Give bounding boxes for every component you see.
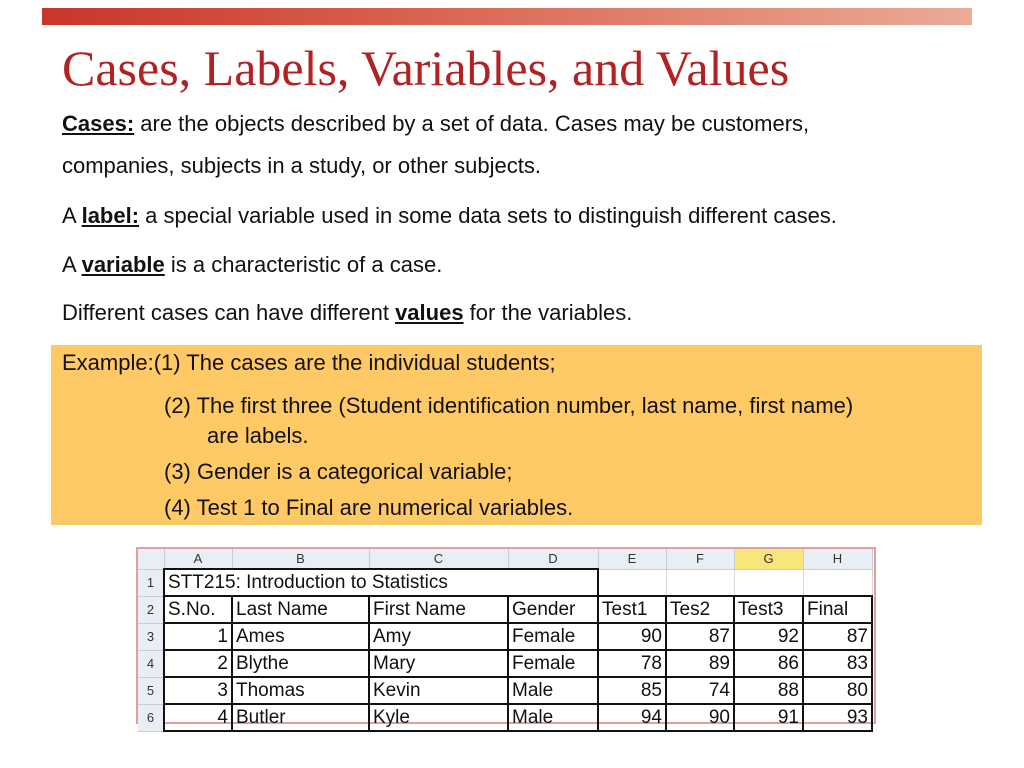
table-cell[interactable]: Butler <box>232 704 369 731</box>
row-number[interactable]: 5 <box>138 677 164 704</box>
header-cell[interactable]: Test1 <box>598 596 666 623</box>
table-cell[interactable]: Female <box>508 650 598 677</box>
header-cell[interactable]: Gender <box>508 596 598 623</box>
table-cell[interactable]: 90 <box>598 623 666 650</box>
table-cell[interactable]: 90 <box>666 704 734 731</box>
header-cell[interactable]: S.No. <box>164 596 232 623</box>
variable-definition <box>62 252 992 278</box>
example-line-3: (3) Gender is a categorical variable; <box>164 459 513 484</box>
table-cell[interactable]: 2 <box>164 650 232 677</box>
table-cell[interactable]: Blythe <box>232 650 369 677</box>
column-header[interactable]: H <box>803 549 872 569</box>
column-header[interactable]: A <box>164 549 232 569</box>
table-header-row <box>138 596 872 623</box>
empty-cell[interactable] <box>803 569 872 596</box>
table-cell[interactable]: Male <box>508 704 598 731</box>
table-cell[interactable]: Amy <box>369 623 508 650</box>
slide-title: Cases, Labels, Variables, and Values <box>62 40 790 96</box>
column-header[interactable]: F <box>666 549 734 569</box>
table-cell[interactable]: 83 <box>803 650 872 677</box>
empty-cell[interactable] <box>666 569 734 596</box>
table-cell[interactable]: 93 <box>803 704 872 731</box>
title-accent-bar <box>42 8 972 25</box>
table-cell[interactable]: 88 <box>734 677 803 704</box>
cases-definition-text: are the objects described by a set of data. Cases may be customers, <box>134 111 810 136</box>
header-cell[interactable]: Test3 <box>734 596 803 623</box>
column-header-row <box>138 549 872 569</box>
table-cell[interactable]: Thomas <box>232 677 369 704</box>
variable-prefix: A <box>62 252 82 277</box>
select-all-corner[interactable] <box>138 549 164 569</box>
empty-cell[interactable] <box>598 569 666 596</box>
table-row <box>138 677 872 704</box>
table-cell[interactable]: Female <box>508 623 598 650</box>
label-definition <box>62 203 992 229</box>
values-prefix: Different cases can have different <box>62 300 396 325</box>
table-cell[interactable]: 74 <box>666 677 734 704</box>
example-line-1: Example:(1) The cases are the individual students; <box>62 350 556 375</box>
header-cell[interactable]: First Name <box>369 596 508 623</box>
column-header[interactable]: C <box>369 549 508 569</box>
table-cell[interactable]: 3 <box>164 677 232 704</box>
cases-definition-line-1 <box>62 111 992 137</box>
label-definition-text: a special variable used in some data sets to distinguish different cases. <box>139 203 837 228</box>
table-cell[interactable]: 1 <box>164 623 232 650</box>
table-cell[interactable]: 92 <box>734 623 803 650</box>
variable-keyword: variable <box>81 252 165 277</box>
sheet-title-row <box>138 569 872 596</box>
table-cell[interactable]: 94 <box>598 704 666 731</box>
empty-cell[interactable] <box>734 569 803 596</box>
header-cell[interactable]: Last Name <box>232 596 369 623</box>
values-definition <box>62 300 992 326</box>
table-cell[interactable]: 86 <box>734 650 803 677</box>
values-keyword: values <box>395 300 464 325</box>
table-row <box>138 704 872 731</box>
table-cell[interactable]: Mary <box>369 650 508 677</box>
table-row <box>138 650 872 677</box>
row-number[interactable]: 1 <box>138 569 164 596</box>
table-cell[interactable]: 80 <box>803 677 872 704</box>
table-cell[interactable]: 91 <box>734 704 803 731</box>
example-box <box>51 345 982 525</box>
header-cell[interactable]: Final <box>803 596 872 623</box>
table-cell[interactable]: 89 <box>666 650 734 677</box>
column-header[interactable]: B <box>232 549 369 569</box>
example-line-2b: are labels. <box>207 423 309 448</box>
spreadsheet-image <box>136 547 876 728</box>
table-row <box>138 623 872 650</box>
label-keyword: label: <box>81 203 140 228</box>
table-cell[interactable]: 4 <box>164 704 232 731</box>
column-header[interactable]: D <box>508 549 598 569</box>
row-number[interactable]: 6 <box>138 704 164 731</box>
table-cell[interactable]: 87 <box>803 623 872 650</box>
sheet-title-cell[interactable]: STT215: Introduction to Statistics <box>164 569 598 596</box>
example-line-4: (4) Test 1 to Final are numerical variables. <box>164 495 574 520</box>
variable-definition-text: is a characteristic of a case. <box>164 252 443 277</box>
header-cell[interactable]: Tes2 <box>666 596 734 623</box>
cases-definition-line-2: companies, subjects in a study, or other subjects. <box>62 153 541 178</box>
row-number[interactable]: 2 <box>138 596 164 623</box>
table-cell[interactable]: Ames <box>232 623 369 650</box>
label-prefix: A <box>62 203 82 228</box>
row-number[interactable]: 4 <box>138 650 164 677</box>
table-cell[interactable]: Male <box>508 677 598 704</box>
table-cell[interactable]: 87 <box>666 623 734 650</box>
row-number[interactable]: 3 <box>138 623 164 650</box>
column-header[interactable]: E <box>598 549 666 569</box>
table-cell[interactable]: Kyle <box>369 704 508 731</box>
table-cell[interactable]: 78 <box>598 650 666 677</box>
values-definition-text: for the variables. <box>463 300 633 325</box>
table-cell[interactable]: Kevin <box>369 677 508 704</box>
cases-keyword: Cases: <box>62 111 135 136</box>
table-cell[interactable]: 85 <box>598 677 666 704</box>
column-header-selected[interactable]: G <box>734 549 803 569</box>
example-line-2: (2) The first three (Student identification number, last name, first name) <box>164 393 854 418</box>
